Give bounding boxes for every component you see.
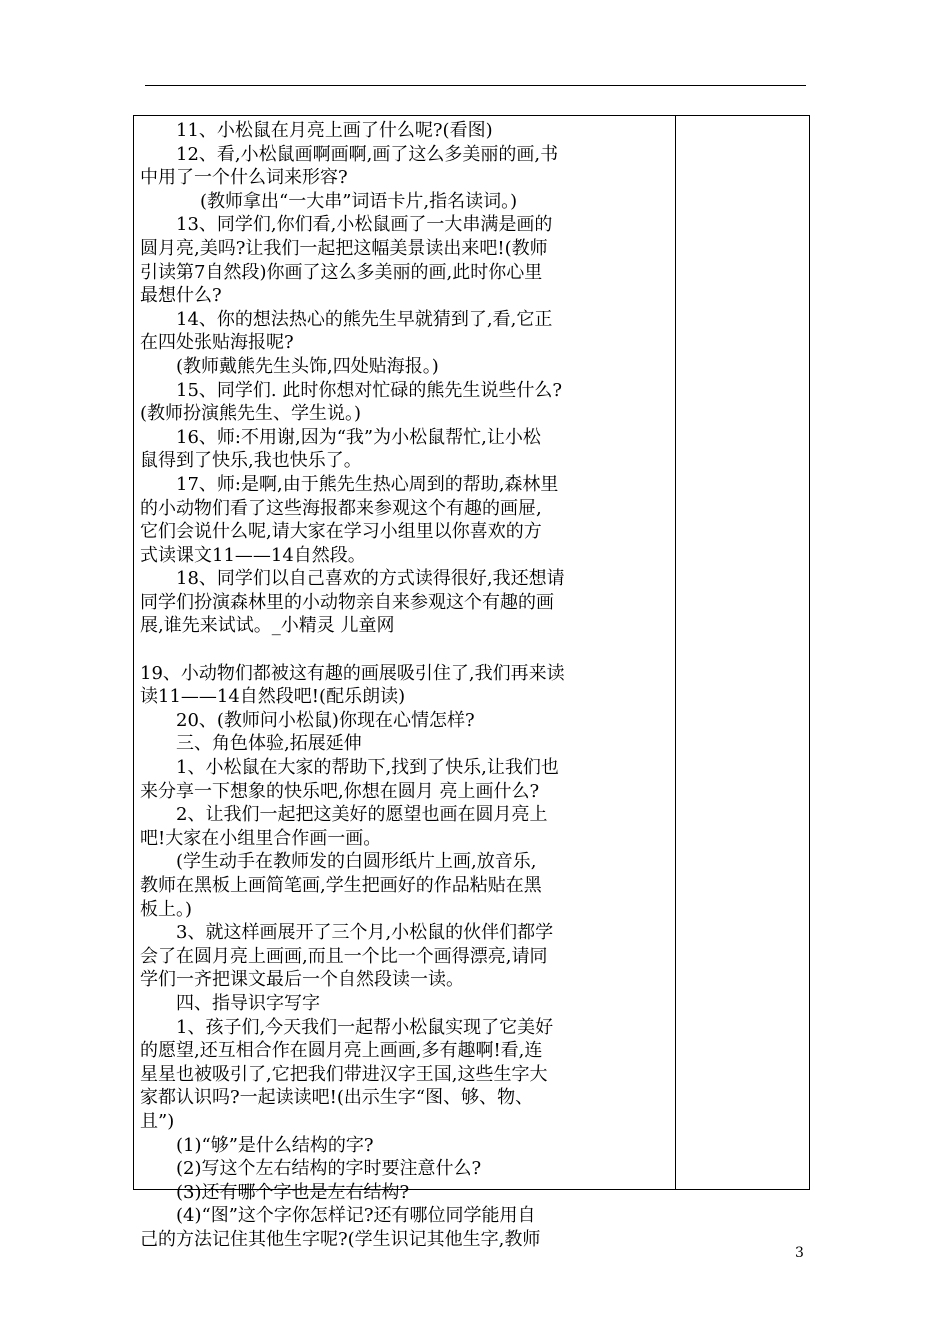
line-47: (4)“图”这个字你怎样记?还有哪位同学能用自 (176, 1205, 536, 1227)
line-26: 20、(教师问小松鼠)你现在心情怎样? (176, 709, 475, 731)
line-5: 13、同学们,你们看,小松鼠画了一大串满是画的 (176, 214, 553, 236)
line-15: 鼠得到了快乐,我也快乐了。 (140, 450, 362, 472)
line-39: 1、孩子们,今天我们一起帮小松鼠实现了它美好 (176, 1016, 554, 1038)
line-40: 的愿望,还互相合作在圆月亮上画画,多有趣啊!看,连 (140, 1040, 543, 1062)
lesson-content (140, 119, 670, 1252)
line-13: (教师扮演熊先生、学生说。) (140, 403, 362, 425)
line-17: 的小动物们看了这些海报都来参观这个有趣的画屉, (140, 497, 542, 519)
header-rule (145, 85, 806, 86)
line-44: (1)“够”是什么结构的字? (176, 1134, 374, 1156)
line-34: 板上。) (140, 898, 193, 920)
line-9: 14、你的想法热心的熊先生早就猜到了,看,它正 (176, 308, 553, 330)
line-46: (3)还有哪个字也是左右结构? (176, 1181, 410, 1203)
line-23-blank (140, 638, 670, 662)
line-36: 会了在圆月亮上画画,而且一个比一个画得漂亮,请同 (140, 945, 548, 967)
line-10: 在四处张贴海报呢? (140, 332, 294, 354)
line-31: 吧!大家在小组里合作画一画。 (140, 827, 382, 849)
line-35: 3、就这样画展开了三个月,小松鼠的伙伴们都学 (176, 922, 554, 944)
line-48: 己的方法记住其他生字呢?(学生识记其他生字,教师 (140, 1228, 541, 1250)
column-divider (675, 116, 676, 1189)
line-33: 教师在黑板上画简笔画,学生把画好的作品粘贴在黑 (140, 875, 542, 896)
line-30: 2、让我们一起把这美好的愿望也画在圆月亮上 (176, 804, 548, 826)
line-8: 最想什么? (140, 285, 222, 307)
line-29: 来分享一下想象的快乐吧,你想在圆月 亮上画什么? (140, 780, 540, 802)
page-number: 3 (795, 1245, 804, 1261)
line-2: 12、看,小松鼠画啊画啊,画了这么多美丽的画,书 (176, 143, 559, 165)
line-37: 学们一齐把课文最后一个自然段读一读。 (140, 969, 464, 991)
line-45: (2)写这个左右结构的字时要注意什么? (176, 1158, 482, 1180)
line-38: 四、指导识字写字 (176, 992, 320, 1014)
line-16: 17、师:是啊,由于熊先生热心周到的帮助,森林里 (176, 473, 559, 495)
line-32: (学生动手在教师发的白圆形纸片上画,放音乐, (176, 851, 537, 873)
lesson-table (133, 115, 810, 1250)
line-4: (教师拿出“一大串”词语卡片,指名读词。) (200, 190, 518, 212)
line-24: 19、小动物们都被这有趣的画展吸引住了,我们再来读 (140, 662, 565, 684)
line-11: (教师戴熊先生头饰,四处贴海报。) (176, 355, 439, 377)
line-28: 1、小松鼠在大家的帮助下,找到了快乐,让我们也 (176, 757, 559, 779)
line-14: 16、师:不用谢,因为“我”为小松鼠帮忙,让小松 (176, 426, 541, 448)
line-43: 且”) (140, 1110, 175, 1132)
line-27: 三、角色体验,拓展延伸 (176, 733, 362, 755)
line-19: 式读课文11——14自然段。 (140, 544, 366, 566)
line-12: 15、同学们. 此时你想对忙碌的熊先生说些什么? (176, 379, 562, 401)
line-21: 同学们扮演森林里的小动物亲自来参观这个有趣的画 (140, 591, 554, 613)
line-22: 展,谁先来试试。_小精灵 儿童网 (140, 615, 395, 637)
line-25: 读11——14自然段吧!(配乐朗读) (140, 686, 406, 708)
line-1: 11、小松鼠在月亮上画了什么呢?(看图) (176, 120, 493, 141)
line-18: 它们会说什么呢,请大家在学习小组里以你喜欢的方 (140, 521, 542, 543)
line-41: 星星也被吸引了,它把我们带进汉字王国,这些生字大 (140, 1063, 548, 1085)
line-6: 圆月亮,美吗?让我们一起把这幅美景读出来吧!(教师 (140, 237, 548, 259)
line-20: 18、同学们以自己喜欢的方式读得很好,我还想请 (176, 568, 565, 590)
line-7: 引读第7自然段)你画了这么多美丽的画,此时你心里 (140, 261, 543, 283)
line-3: 中用了一个什么词来形容? (140, 167, 348, 189)
line-42: 家都认识吗?一起读读吧!(出示生字“图、够、物、 (140, 1087, 534, 1109)
